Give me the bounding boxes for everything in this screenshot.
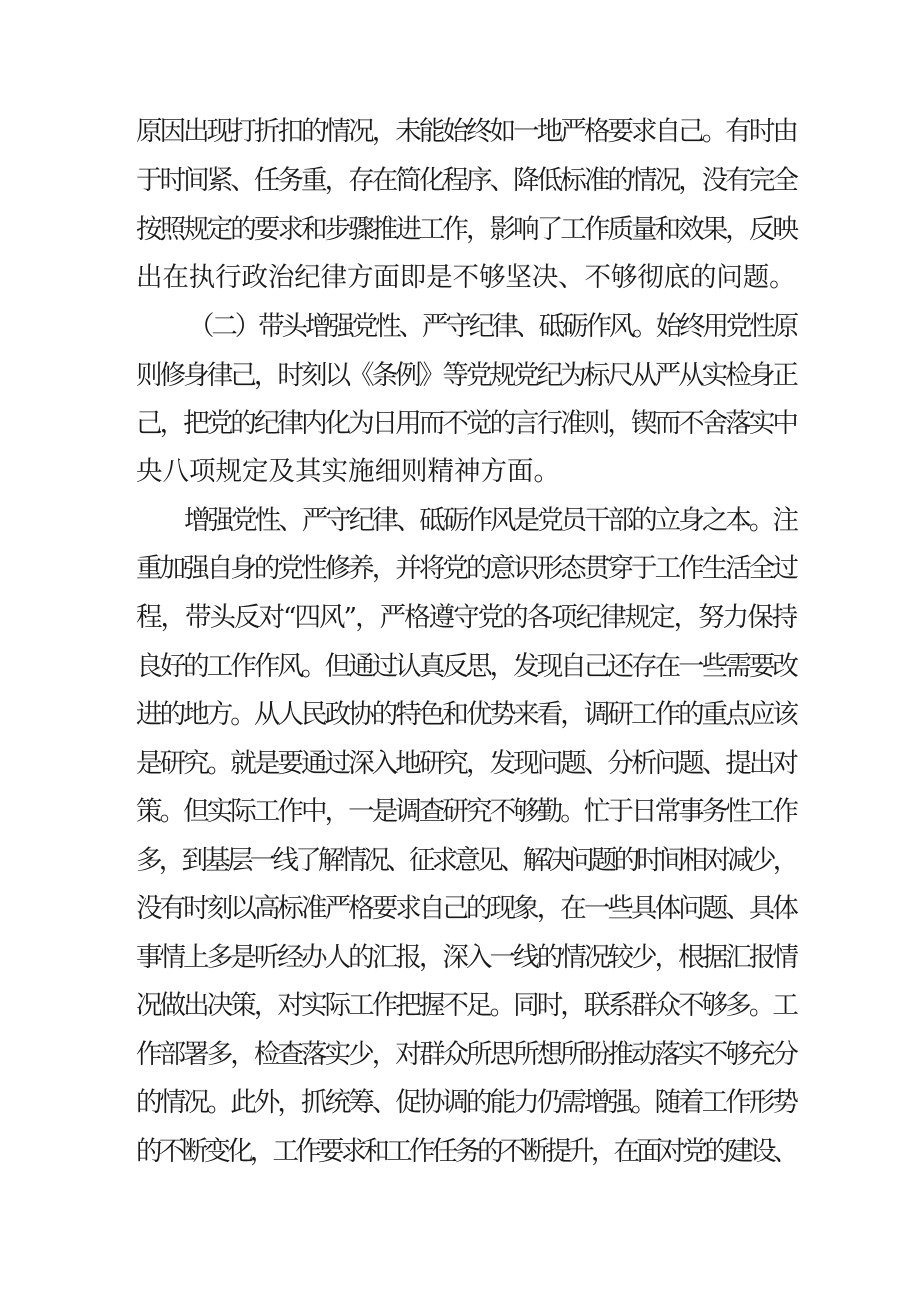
text-line-15: 策。但实际工作中，一是调查研究不够勤。忙于日常事务性工作 [136,796,796,827]
text-line-21: 的情况。此外，抓统筹、促协调的能力仍需增强。随着工作形势 [136,1087,796,1118]
text-line-2: 于时间紧、任务重，存在简化程序、降低标准的情况，没有完全 [136,165,796,196]
text-line-14: 是研究。就是要通过深入地研究，发现问题、分析问题、提出对 [136,748,796,779]
text-line-16: 多，到基层一线了解情况、征求意见、解决问题的时间相对减少， [136,845,796,876]
text-line-11: 程，带头反对“四风”，严格遵守党的各项纪律规定，努力保持 [136,602,797,633]
text-line-8: 央八项规定及其实施细则精神方面。 [136,456,560,487]
text-line-12: 良好的工作作风。但通过认真反思，发现自己还存在一些需要改 [136,651,796,682]
paragraph-start-line: 增强党性、严守纪律、砥砺作风是党员干部的立身之本。注 [184,505,796,536]
text-line-6: 则修身律己，时刻以《条例》等党规党纪为标尺从严从实检身正 [136,360,796,391]
text-line-20: 作部署多，检查落实少，对群众所思所想所盼推动落实不够充分 [136,1039,796,1070]
text-line-19: 况做出决策，对实际工作把握不足。同时，联系群众不够多。工 [136,990,796,1021]
text-line-17: 没有时刻以高标准严格要求自己的现象，在一些具体问题、具体 [136,893,796,924]
text-line-10: 重加强自身的党性修养，并将党的意识形态贯穿于工作生活全过 [136,553,796,584]
text-line-3: 按照规定的要求和步骤推进工作，影响了工作质量和效果，反映 [136,214,796,245]
text-line-7: 己，把党的纪律内化为日用而不觉的言行准则，锲而不舍落实中 [136,408,796,439]
section-heading-line: （二）带头增强党性、严守纪律、砥砺作风。始终用党性原 [188,311,796,342]
text-line-1: 原因出现打折扣的情况，未能始终如一地严格要求自己。有时由 [136,116,796,147]
text-line-18: 事情上多是听经办人的汇报，深入一线的情况较少，根据汇报情 [136,942,796,973]
text-line-4: 出在执行政治纪律方面即是不够坚决、不够彻底的问题。 [136,262,796,293]
text-line-22: 的不断变化，工作要求和工作任务的不断提升，在面对党的建设、 [136,1136,796,1167]
text-line-13: 进的地方。从人民政协的特色和优势来看，调研工作的重点应该 [136,699,796,730]
